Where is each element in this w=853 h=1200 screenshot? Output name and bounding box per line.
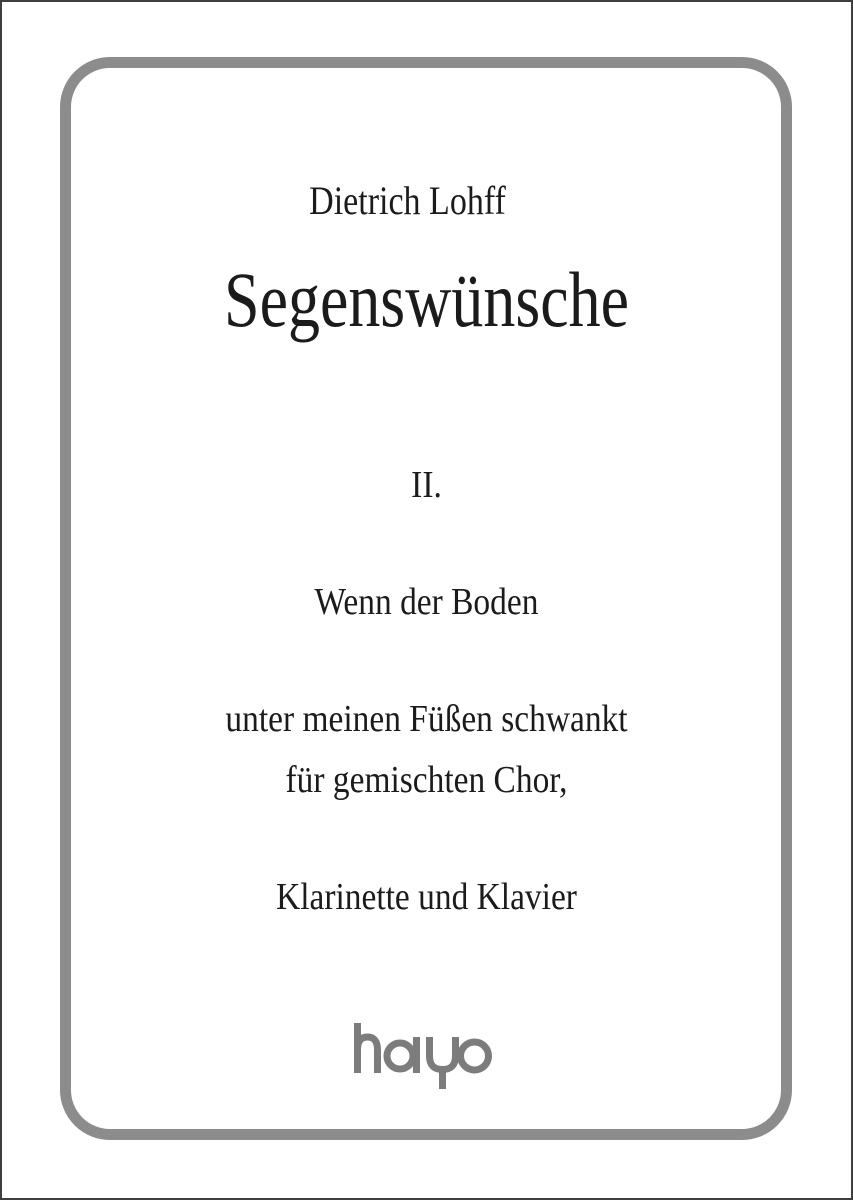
hayo-logo-glyphs	[353, 1023, 495, 1089]
composer-name: Dietrich Lohff	[309, 178, 506, 223]
work-title: Segenswünsche	[223, 256, 630, 343]
movement-number: II.	[411, 464, 442, 506]
movement-title-line1: Wenn der Boden	[314, 581, 539, 623]
instrumentation-block	[51, 683, 802, 995]
instrumentation-line1: für gemischten Chor,	[285, 759, 568, 801]
movement-title-line2: unter meinen Füßen schwankt	[225, 698, 628, 740]
hayo-publisher-logo	[353, 1023, 495, 1089]
instrumentation-line2: Klarinette und Klavier	[276, 876, 577, 918]
